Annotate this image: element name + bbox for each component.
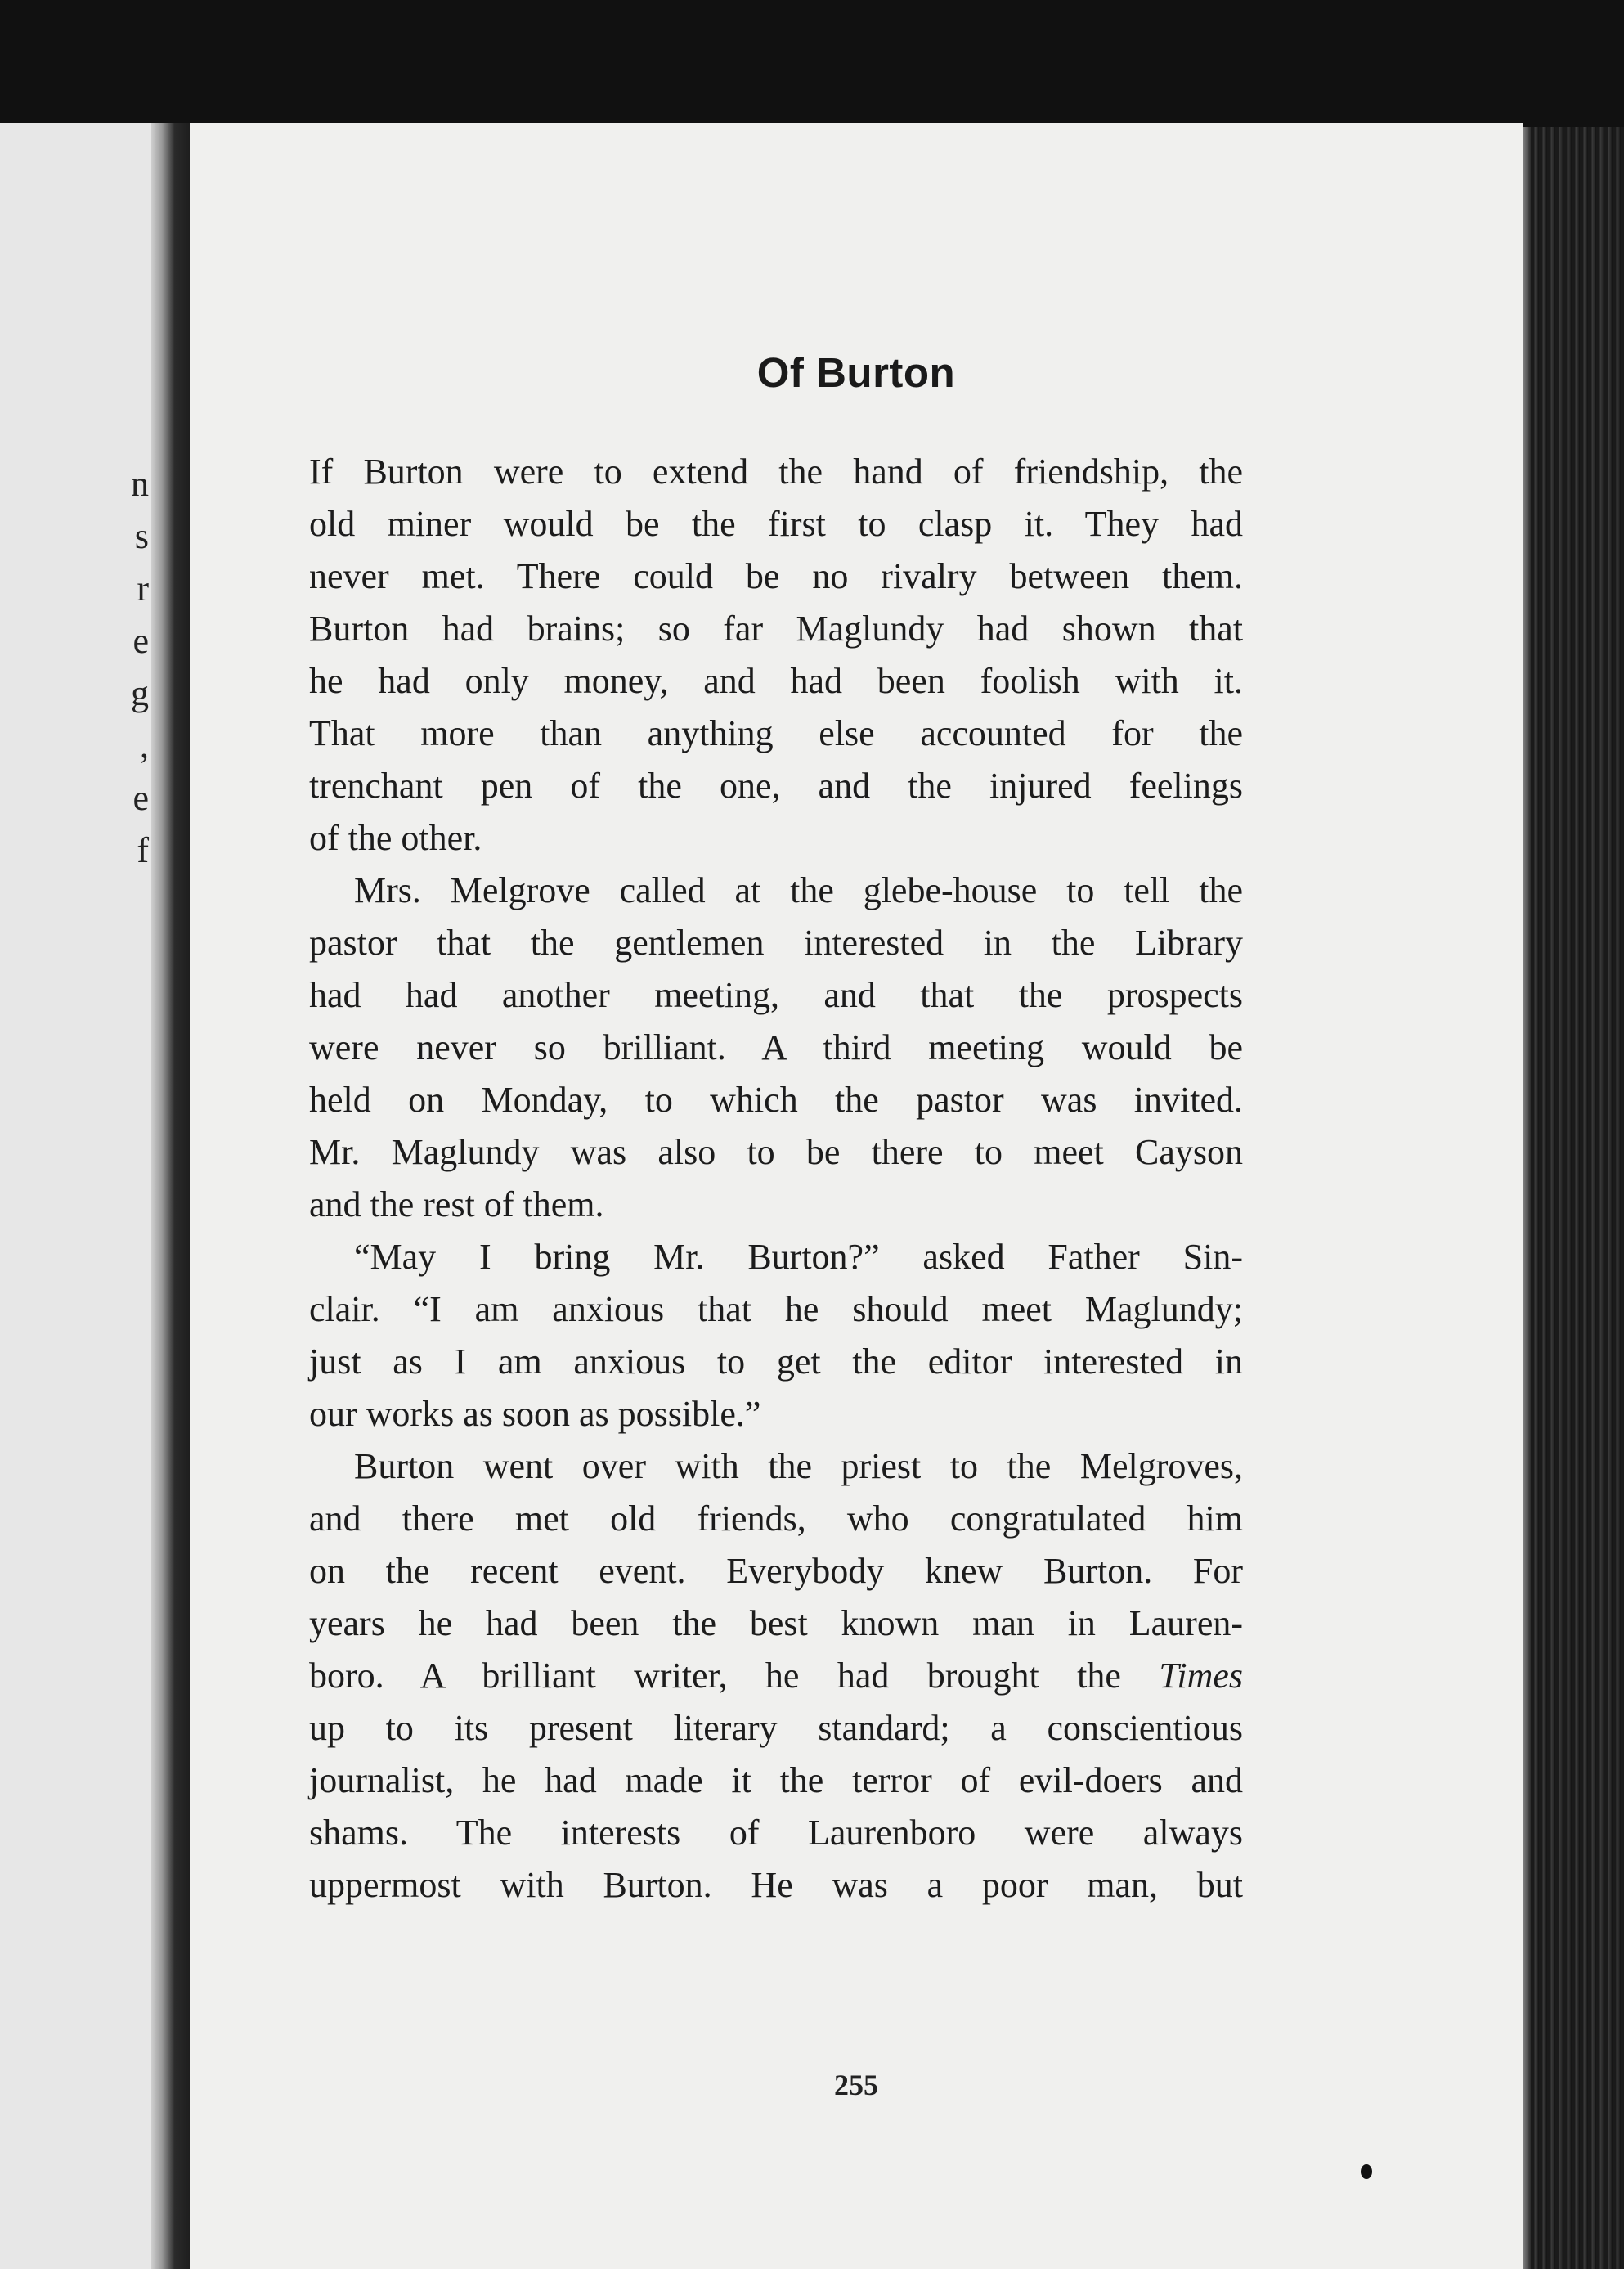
text-line: of the other. — [309, 818, 482, 858]
ink-speck — [1361, 2164, 1372, 2179]
text-line: pastor that the gentlemen interested in the Library — [309, 923, 1243, 963]
text-line: and the rest of them. — [309, 1184, 604, 1224]
book-page — [190, 123, 1523, 2269]
text-line: never met. There could be no rivalry between them. — [309, 556, 1243, 596]
text-line: uppermost with Burton. He was a poor man, but — [309, 1865, 1243, 1905]
text-line: just as I am anxious to get the editor interested in — [309, 1341, 1243, 1382]
text-line: he had only money, and had been foolish with it. — [309, 661, 1243, 701]
text-line: Burton had brains; so far Maglundy had shown that — [309, 609, 1243, 649]
left-page-fragment: s — [134, 516, 149, 556]
text-line: If Burton were to extend the hand of friendship, the — [309, 452, 1243, 492]
text-line: were never so brilliant. A third meeting would be — [309, 1027, 1243, 1067]
text-line: Burton went over with the priest to the Melgroves, — [354, 1446, 1243, 1486]
text-line: old miner would be the first to clasp it. They had — [309, 504, 1243, 544]
italic-word: Times — [1159, 1656, 1243, 1696]
text-line: trenchant pen of the one, and the injured feelings — [309, 766, 1243, 806]
text-line: journalist, he had made it the terror of evil-doers and — [309, 1760, 1243, 1800]
text-line: Mrs. Melgrove called at the glebe-house to tell the — [354, 870, 1243, 910]
page-number: 255 — [834, 2069, 878, 2101]
book-gutter — [151, 123, 194, 2269]
text-line: “May I bring Mr. Burton?” asked Father Sin- — [354, 1237, 1243, 1277]
text-line: years he had been the best known man in Lauren- — [309, 1603, 1243, 1643]
left-page-fragment: n — [131, 464, 149, 504]
text-line — [309, 1650, 1243, 1702]
text-line: had had another meeting, and that the prospects — [309, 975, 1243, 1015]
body-text — [309, 446, 1243, 1912]
text-line: up to its present literary standard; a conscientious — [309, 1708, 1243, 1748]
text-line: shams. The interests of Laurenboro were always — [309, 1813, 1243, 1853]
left-page-fragment: r — [137, 568, 149, 609]
text-line: and there met old friends, who congratulated him — [309, 1498, 1243, 1539]
left-page-fragment: f — [137, 830, 149, 870]
text-line: clair. “I am anxious that he should meet Maglundy; — [309, 1289, 1243, 1329]
running-head: Of Burton — [756, 349, 956, 396]
text-line: held on Monday, to which the pastor was invited. — [309, 1080, 1243, 1120]
page-edges — [1523, 127, 1624, 2269]
text-line: our works as soon as possible.” — [309, 1394, 761, 1434]
left-page-fragment: , — [140, 726, 149, 766]
left-page-fragment: g — [131, 673, 149, 713]
scan-background — [0, 0, 1624, 135]
text-line: Mr. Maglundy was also to be there to meet Cayson — [309, 1132, 1243, 1172]
left-page-edge — [0, 123, 157, 2269]
text-line: That more than anything else accounted for the — [309, 713, 1243, 753]
text-line-part: boro. A brilliant writer, he had brought the — [309, 1656, 1121, 1696]
left-page-fragment: e — [132, 621, 149, 661]
text-line: on the recent event. Everybody knew Burton. For — [309, 1551, 1243, 1591]
left-page-fragment: e — [132, 778, 149, 818]
